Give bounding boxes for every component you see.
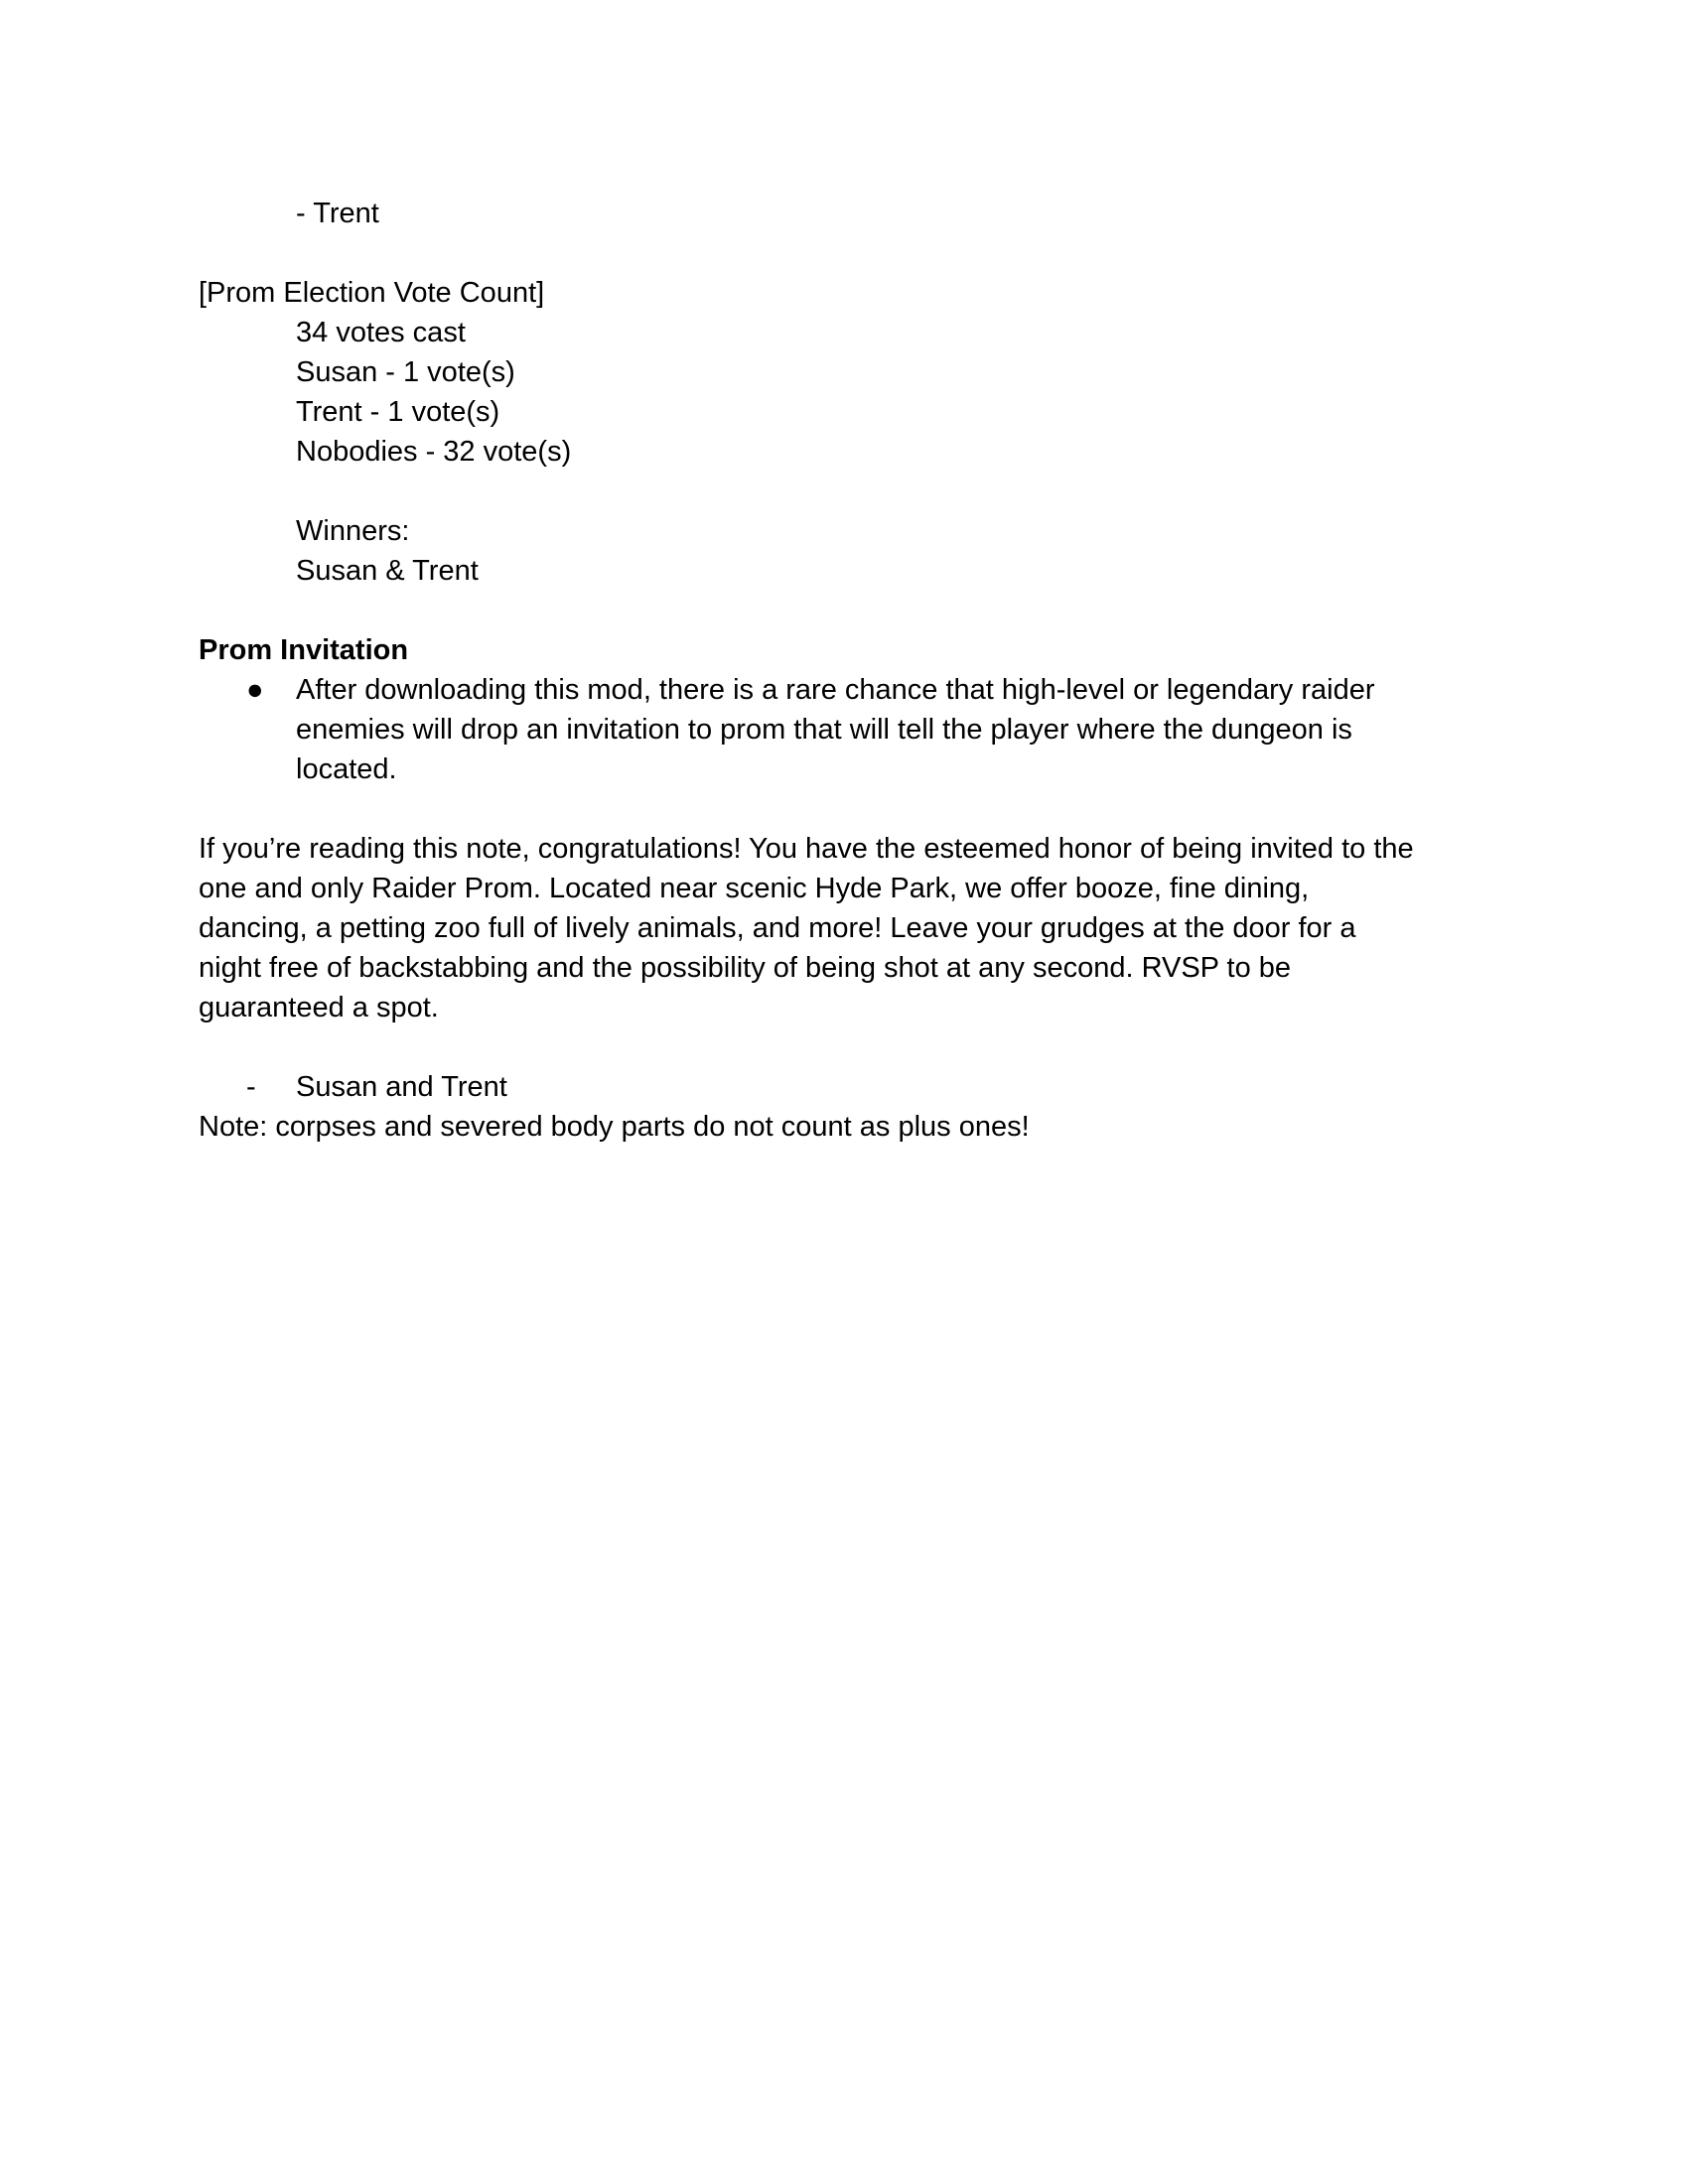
winners-value: Susan & Trent [296, 555, 479, 587]
invitation-heading: Prom Invitation [199, 634, 409, 666]
note-paragraph-line-4: night free of backstabbing and the possibility of being shot at any second. RVSP to be [199, 952, 1292, 984]
vote-row-trent: Trent - 1 vote(s) [296, 396, 500, 428]
bullet-text-line-2: enemies will drop an invitation to prom that will tell the player where the dungeon is [296, 714, 1352, 746]
note-paragraph-line-3: dancing, a petting zoo full of lively animals, and more! Leave your grudges at the door for a [199, 912, 1356, 944]
bullet-icon: ● [246, 674, 264, 706]
signoff-dash: - [246, 1071, 256, 1103]
note-paragraph-line-2: one and only Raider Prom. Located near scenic Hyde Park, we offer booze, fine dining, [199, 873, 1310, 904]
vote-row-nobodies: Nobodies - 32 vote(s) [296, 436, 572, 468]
bullet-text-line-3: located. [296, 753, 397, 785]
top-signature: - Trent [296, 198, 379, 229]
footnote: Note: corpses and severed body parts do not count as plus ones! [199, 1111, 1030, 1143]
vote-row-susan: Susan - 1 vote(s) [296, 356, 515, 388]
vote-count-heading: [Prom Election Vote Count] [199, 277, 545, 309]
winners-label: Winners: [296, 515, 410, 547]
bullet-text-line-1: After downloading this mod, there is a rare chance that high-level or legendary raider [296, 674, 1375, 706]
note-paragraph-line-1: If you’re reading this note, congratulations! You have the esteemed honor of being invited to the [199, 833, 1414, 865]
note-paragraph-line-5: guaranteed a spot. [199, 992, 439, 1024]
signoff-names: Susan and Trent [296, 1071, 507, 1103]
votes-cast-total: 34 votes cast [296, 317, 466, 348]
